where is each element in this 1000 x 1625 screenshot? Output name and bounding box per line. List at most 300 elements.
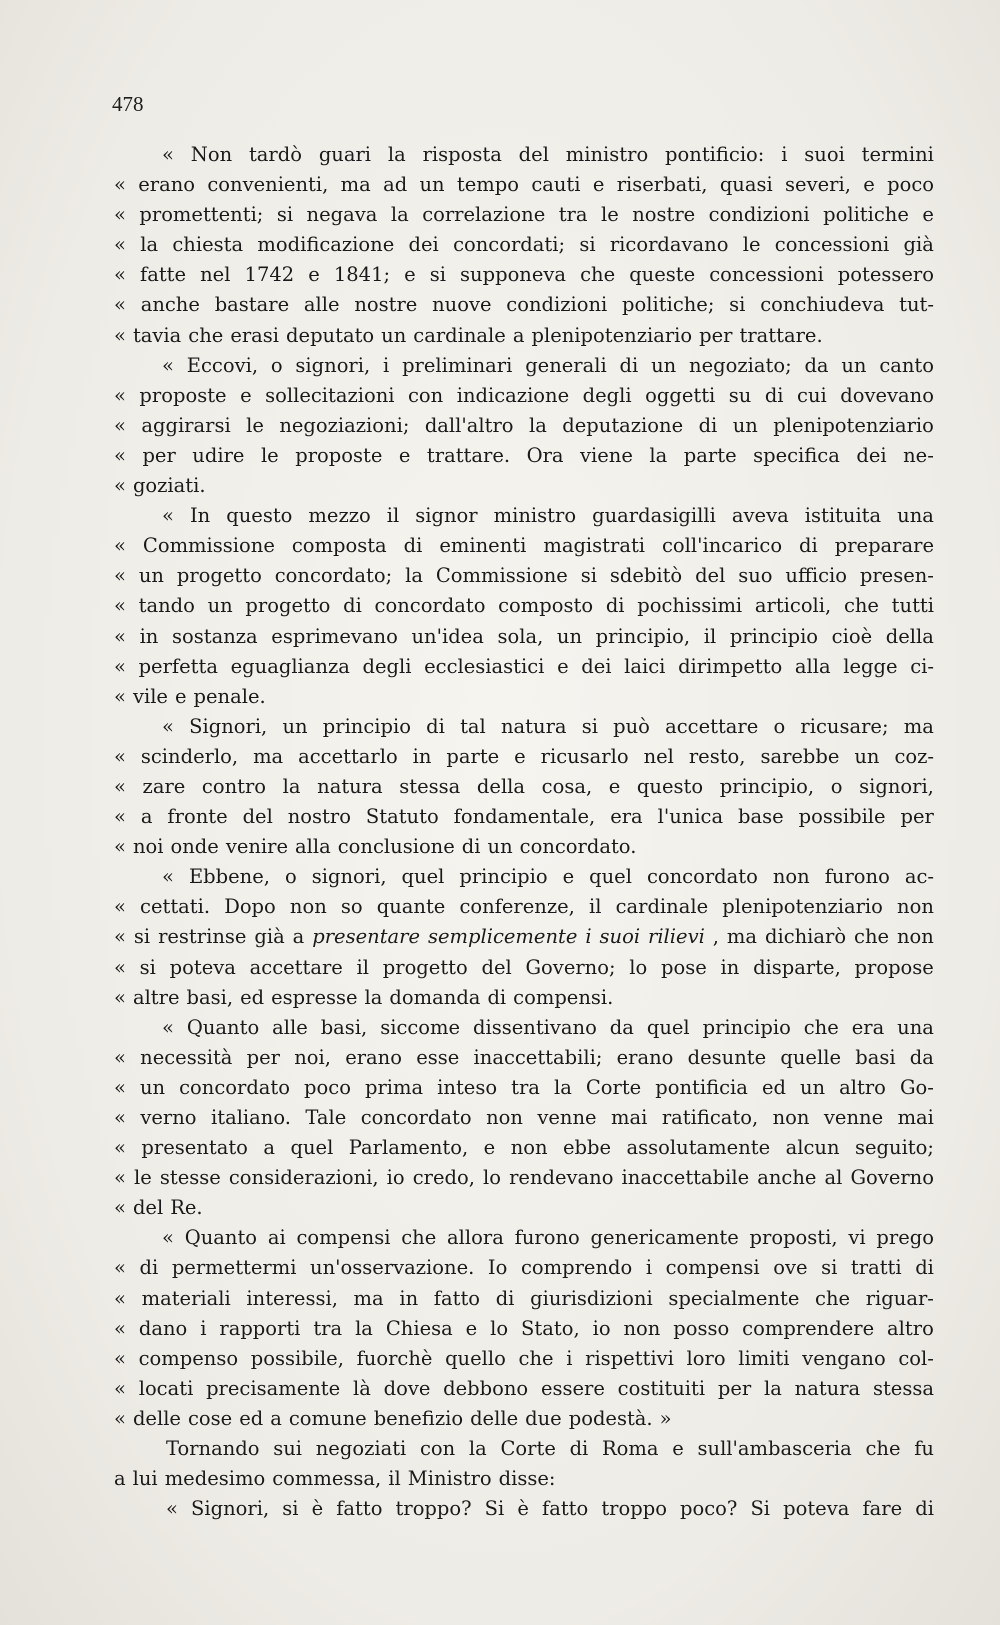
text-line <box>114 983 934 1013</box>
word: su <box>728 383 752 407</box>
word: quel <box>401 865 445 889</box>
text-line <box>114 321 934 351</box>
word: un <box>381 323 407 347</box>
word: nel <box>643 744 674 768</box>
word: di <box>426 714 445 738</box>
word: quasi <box>719 173 773 197</box>
word: un <box>207 594 233 618</box>
word: Tornando <box>166 1437 260 1461</box>
word: non <box>897 895 934 919</box>
word: possibile, <box>250 1346 344 1370</box>
word: Tale <box>305 1106 347 1129</box>
word: principio <box>322 714 411 738</box>
word: coll'incarico <box>662 534 783 558</box>
word: rispettivi <box>585 1346 674 1370</box>
word: composto <box>498 594 594 618</box>
text-line <box>114 1103 934 1133</box>
word: natura <box>500 714 567 738</box>
word: basi <box>855 1045 896 1069</box>
word: non <box>289 895 327 919</box>
word: noi <box>132 835 164 859</box>
word: dove <box>383 1376 431 1400</box>
word: essere <box>540 1376 605 1400</box>
word: altro <box>887 1316 934 1340</box>
word: la <box>364 985 383 1009</box>
text-line <box>114 1434 934 1464</box>
word: questo <box>636 774 704 798</box>
word: cose <box>187 1406 233 1430</box>
word: sui <box>273 1437 303 1461</box>
word: ed <box>239 1406 264 1430</box>
word: e <box>465 1316 478 1340</box>
word: convenienti, <box>207 173 329 197</box>
word: coz- <box>894 744 934 768</box>
word: con <box>408 383 444 407</box>
word: alla <box>794 654 831 678</box>
word: dano <box>138 1316 188 1340</box>
word: di <box>569 1437 589 1461</box>
word: fatte <box>140 263 187 287</box>
word: il <box>356 955 370 979</box>
word: alle <box>272 1015 308 1039</box>
word: « <box>114 774 126 798</box>
word: basi, <box>320 1015 368 1039</box>
word: si <box>580 564 597 588</box>
text-line <box>114 260 934 290</box>
word: sull'ambasceria <box>697 1437 852 1461</box>
word: « <box>114 925 126 949</box>
word: Eccovi, <box>186 353 259 377</box>
word: articoli, <box>754 594 832 618</box>
word: da <box>909 1045 934 1069</box>
word: poteva <box>783 1497 850 1521</box>
word: disse: <box>498 1467 556 1491</box>
word: dissentivano <box>473 1015 597 1039</box>
word: « <box>114 383 126 407</box>
italic-word: semplicemente <box>427 925 578 949</box>
word: » <box>659 1406 672 1430</box>
word: quante <box>376 895 446 919</box>
word: già <box>254 925 285 949</box>
text-line <box>114 501 934 531</box>
word: non <box>772 865 810 889</box>
word: ed <box>240 985 265 1009</box>
italic-word: rilievi <box>648 925 705 949</box>
word: comprendere <box>742 1316 875 1340</box>
word: riguar- <box>865 1286 934 1310</box>
word: che <box>865 1437 901 1461</box>
word: erano <box>345 1045 402 1069</box>
text-line <box>114 471 934 501</box>
word: si <box>429 263 446 287</box>
word: accettare <box>249 955 343 979</box>
word: si <box>276 203 294 227</box>
word: Ministro <box>407 1467 492 1491</box>
word: « <box>114 263 126 287</box>
word: natura <box>794 1376 861 1400</box>
word: cosa, <box>541 774 593 798</box>
word: di <box>915 1497 934 1521</box>
word: ma <box>353 1286 384 1310</box>
word: proposte <box>295 443 383 467</box>
word: espresse <box>271 985 358 1009</box>
word: domanda <box>389 985 481 1009</box>
word: un <box>732 413 758 437</box>
word: « <box>114 1256 126 1280</box>
word: sola, <box>497 624 544 648</box>
word: alcun <box>785 1136 840 1160</box>
word: riserbati, <box>616 173 708 197</box>
word: tutti <box>891 594 934 618</box>
word: si <box>139 955 156 979</box>
word: « <box>114 534 126 558</box>
text-line <box>114 140 934 170</box>
word: ai <box>267 1226 286 1250</box>
word: di <box>605 594 625 618</box>
word: trattare. <box>426 443 511 467</box>
word: mezzo <box>308 504 371 528</box>
word: la <box>405 564 423 588</box>
word: che <box>518 1346 554 1370</box>
word: ratificato, <box>661 1106 759 1129</box>
word: severi, <box>785 173 851 197</box>
word: e <box>308 263 320 287</box>
word: fatto <box>541 1497 589 1521</box>
word: sdebitò <box>609 564 683 588</box>
word: « <box>114 443 126 467</box>
word: i <box>383 353 390 377</box>
word: e <box>863 173 875 197</box>
word: di <box>764 383 784 407</box>
word: quel <box>290 1136 334 1160</box>
word: e <box>557 654 569 678</box>
word: i <box>645 1256 653 1280</box>
word: politiche; <box>622 293 715 317</box>
word: principio, <box>595 624 691 648</box>
word: che <box>401 1226 437 1250</box>
text-line <box>114 862 934 892</box>
text-line <box>114 1043 934 1073</box>
word: « <box>114 1196 126 1220</box>
word: accettare <box>665 714 759 738</box>
word: anche <box>757 1166 817 1190</box>
word: fatto <box>336 1497 383 1521</box>
text-line <box>114 1374 934 1404</box>
word: erano <box>616 1045 674 1069</box>
word: oggetti <box>645 383 716 407</box>
word: conchiudeva <box>760 293 885 317</box>
word: la <box>649 443 668 467</box>
word: Quanto <box>184 1226 258 1250</box>
word: nostre <box>354 293 418 317</box>
word: eminenti <box>439 534 527 558</box>
word: guari <box>318 143 372 166</box>
word: Signori, <box>189 714 268 738</box>
word: del <box>695 564 726 588</box>
word: ministro <box>565 143 649 166</box>
word: degli <box>362 654 412 678</box>
text-line <box>114 802 934 832</box>
text-line <box>114 742 934 772</box>
word: pose <box>661 955 707 979</box>
word: del <box>242 805 273 829</box>
word: le <box>246 413 264 437</box>
word: parte <box>683 443 737 467</box>
word: « <box>162 353 174 377</box>
word: proposte <box>139 383 227 407</box>
word: una <box>897 1015 934 1039</box>
italic-word: presentare <box>312 925 421 949</box>
word: furono <box>824 865 890 889</box>
word: eguaglianza <box>230 654 350 678</box>
text-line <box>114 561 934 591</box>
word: che <box>854 925 890 949</box>
word: alle <box>303 293 340 317</box>
word: il <box>388 1467 401 1491</box>
word: considerazioni, <box>228 1166 379 1190</box>
word: Ora <box>526 443 564 467</box>
word: questo <box>226 504 293 528</box>
word: altro <box>839 1075 886 1099</box>
text-line <box>114 531 934 561</box>
word: i <box>781 143 788 166</box>
word: che <box>815 1286 851 1310</box>
word: allora <box>447 1226 504 1250</box>
word: permettermi <box>171 1256 297 1280</box>
word: un <box>556 624 583 648</box>
word: « <box>114 173 126 197</box>
word: assolutamente <box>626 1136 771 1160</box>
word: cioè <box>831 624 873 648</box>
text-line <box>114 1464 934 1494</box>
word: quel <box>646 1015 690 1039</box>
word: trattare. <box>739 323 823 347</box>
word: e <box>174 684 187 708</box>
word: lo <box>629 955 648 979</box>
word: ecclesiastici <box>424 654 545 678</box>
word: al <box>824 1166 843 1190</box>
word: delle <box>470 1406 519 1430</box>
word: concordato. <box>519 835 637 859</box>
word: di <box>487 985 507 1009</box>
word: vengano <box>802 1346 886 1370</box>
word: Chiesa <box>385 1316 453 1340</box>
word: le <box>600 203 619 227</box>
text-line <box>114 290 934 320</box>
word: « <box>114 233 126 257</box>
word: ci- <box>910 654 934 678</box>
word: della <box>885 624 934 648</box>
word: posso <box>673 1316 730 1340</box>
word: o <box>284 865 297 889</box>
word: aveva <box>731 504 789 528</box>
word: costituiti <box>617 1376 706 1400</box>
word: viene <box>580 443 633 467</box>
word: Ebbene, <box>188 865 270 889</box>
word: Si <box>484 1497 505 1521</box>
word: « <box>114 323 126 347</box>
word: propose <box>854 955 934 979</box>
word: principio, <box>719 774 815 798</box>
word: « <box>114 1045 126 1069</box>
word: cauti <box>531 173 581 197</box>
word: Io <box>487 1256 508 1280</box>
word: nel <box>200 263 231 287</box>
word: concordato <box>646 865 758 889</box>
word: il <box>588 895 602 919</box>
word: scinderlo, <box>140 744 239 768</box>
word: credo, <box>412 1166 475 1190</box>
word: principio <box>459 865 548 889</box>
word: i <box>566 1346 573 1370</box>
word: « <box>162 1015 174 1039</box>
word: « <box>114 1286 126 1310</box>
word: altre <box>132 985 180 1009</box>
word: non <box>486 1106 523 1129</box>
word: fu <box>914 1437 934 1461</box>
word: un <box>800 1075 826 1099</box>
word: resto, <box>688 744 746 768</box>
word: nostre <box>632 203 696 227</box>
word: un'idea <box>411 624 484 648</box>
word: « <box>114 805 126 829</box>
word: Go- <box>899 1075 934 1099</box>
word: si <box>133 925 151 949</box>
word: e <box>398 443 411 467</box>
word: « <box>114 1406 126 1430</box>
word: « <box>114 985 126 1009</box>
word: erasi <box>230 323 280 347</box>
word: si <box>282 1497 299 1521</box>
word: 1841; <box>333 263 391 287</box>
word: inaccettabili; <box>473 1045 603 1069</box>
text-line <box>114 1073 934 1103</box>
word: e <box>240 383 252 407</box>
word: mai <box>611 1106 648 1129</box>
text-line <box>114 1404 934 1434</box>
word: possibile <box>798 805 886 829</box>
word: parte <box>446 744 500 768</box>
word: giurisdizioni <box>530 1286 653 1310</box>
word: furono <box>514 1226 580 1250</box>
word: tra <box>313 1316 343 1340</box>
word: stesse <box>159 1166 221 1190</box>
text-line <box>114 411 934 441</box>
word: fronte <box>167 805 228 829</box>
word: aggirarsi <box>141 413 231 437</box>
word: un <box>651 353 677 377</box>
word: medesimo <box>164 1467 266 1491</box>
word: principio <box>702 1015 791 1039</box>
word: genericamente <box>590 1226 739 1250</box>
word: dichiarò <box>764 925 847 949</box>
word: la <box>387 143 406 166</box>
word: là <box>352 1376 371 1400</box>
word: « <box>114 835 126 859</box>
word: alla <box>295 835 331 859</box>
text-line <box>114 381 934 411</box>
word: canto <box>879 353 934 377</box>
word: delle <box>132 1406 181 1430</box>
word: In <box>189 504 211 528</box>
word: dovevano <box>840 383 934 407</box>
text-line <box>114 1163 934 1193</box>
word: a <box>512 323 525 347</box>
word: bastare <box>214 293 290 317</box>
word: era <box>851 1015 885 1039</box>
word: ricusarlo <box>540 744 629 768</box>
word: poco <box>304 1075 351 1099</box>
word: « <box>162 143 174 166</box>
word: Roma <box>602 1437 659 1461</box>
word: penale. <box>193 684 266 708</box>
word: a <box>270 1406 282 1430</box>
word: per <box>246 1045 281 1069</box>
word: lui <box>132 1467 158 1491</box>
word: concordati; <box>453 233 566 257</box>
word: specifica <box>753 443 840 467</box>
word: e <box>404 263 416 287</box>
word: venire <box>225 835 289 859</box>
word: sarebbe <box>760 744 840 768</box>
text-line <box>114 1284 934 1314</box>
word: e <box>608 774 621 798</box>
word: base <box>738 805 784 829</box>
word: plenipotenziario <box>531 323 693 347</box>
word: Quanto <box>186 1015 260 1039</box>
word: quelle <box>780 1045 841 1069</box>
word: laici <box>624 654 666 678</box>
word: quel <box>589 865 632 889</box>
text-line <box>114 170 934 200</box>
word: tratti <box>850 1256 902 1280</box>
body-text <box>114 140 934 1524</box>
word: so <box>340 895 363 919</box>
word: Statuto <box>365 805 439 829</box>
word: signori, <box>295 353 371 377</box>
word: signori, <box>311 865 387 889</box>
word: siccome <box>380 1015 461 1039</box>
word: plenipotenziario <box>722 895 883 919</box>
word: che <box>580 263 616 287</box>
word: deputato <box>286 323 375 347</box>
word: potessero <box>837 263 934 287</box>
word: comune <box>288 1406 367 1430</box>
word: noi, <box>294 1045 331 1069</box>
word: , <box>712 925 719 949</box>
word: « <box>114 474 126 498</box>
word: a <box>263 1136 276 1160</box>
word: con <box>419 1437 456 1461</box>
word: ma <box>726 925 758 949</box>
word: vi <box>848 1226 866 1250</box>
word: queste <box>629 263 696 287</box>
word: desunte <box>687 1045 767 1069</box>
word: un <box>139 1075 166 1099</box>
word: da <box>804 353 829 377</box>
word: « <box>114 1136 126 1160</box>
word: stessa <box>872 1376 934 1400</box>
word: cui <box>797 383 827 407</box>
word: chiesta <box>172 233 244 257</box>
word: « <box>114 744 126 768</box>
word: zare <box>142 774 186 798</box>
word: esprimevano <box>271 624 398 648</box>
word: conferenze, <box>459 895 575 919</box>
word: accettarlo <box>298 744 398 768</box>
word: un <box>841 353 867 377</box>
word: poteva <box>169 955 236 979</box>
